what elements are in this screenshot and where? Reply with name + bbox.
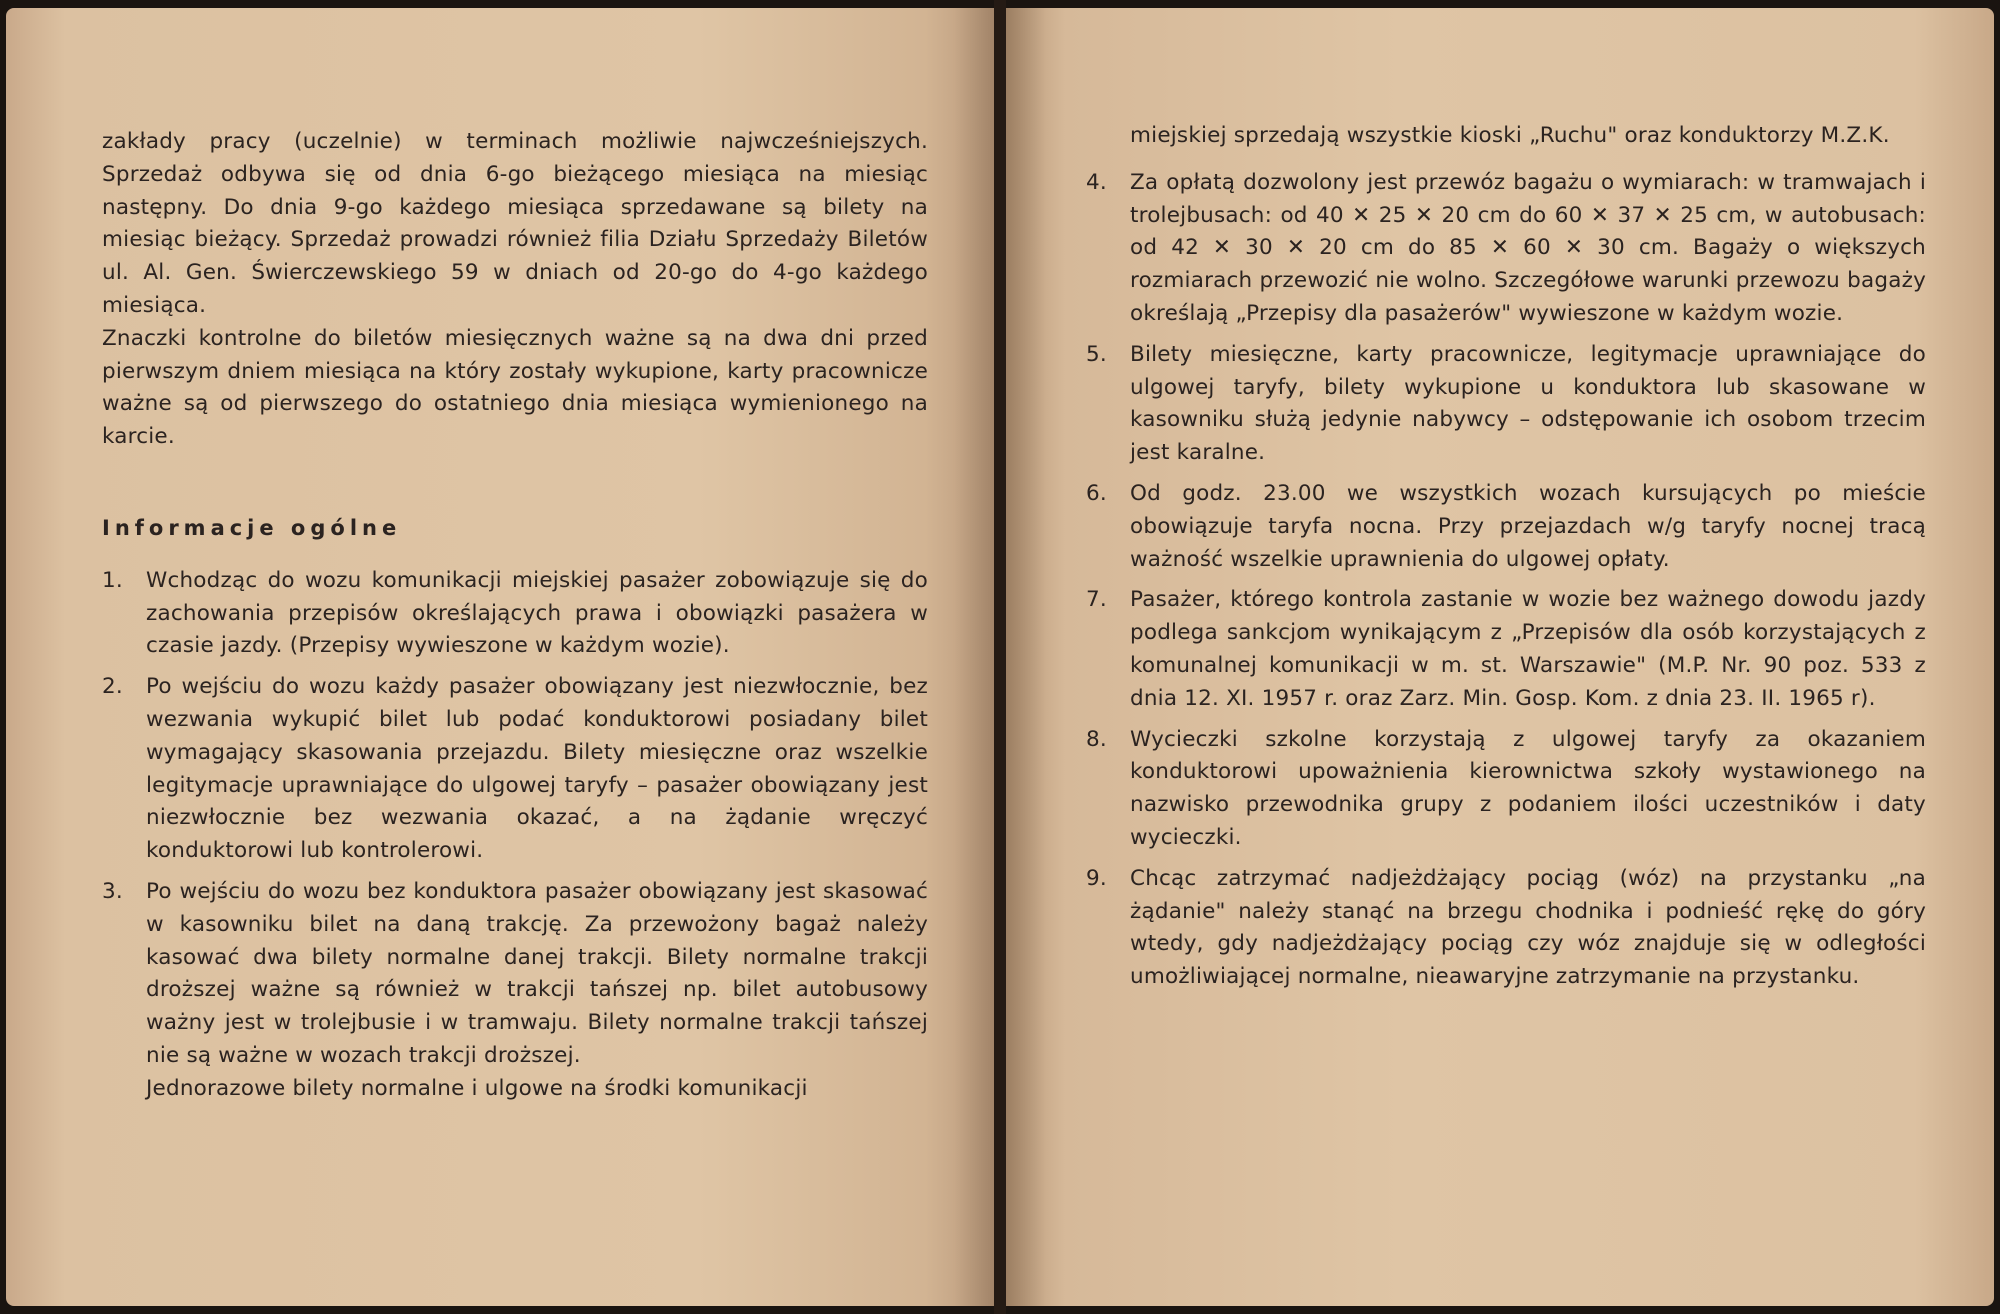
item-text: Za opłatą dozwolony jest przewóz bagażu o wymiarach: w tramwajach i trolejbusach: od 40 ✕ 25 ✕ 20 cm do 60 ✕ 37 ✕ 25 cm, w autobusach: od 42 ✕ 30 ✕ 20 cm do 85 ✕ 60 ✕ 30 cm. Bagaży o większych rozmiarach przewozić nie wolno. Szczegółowe warunki przewozu bagaży określają „Przepisy dla pasażerów" wywieszone w każdym wozie.: [1130, 169, 1926, 326]
item-text: Pasażer, którego kontrola zastanie w wozie bez ważnego dowodu jazdy podlega sankcjom wynikającym z „Przepisów dla osób korzystających z komunalnej komunikacji w m. st. Warszawie" (M.P. Nr. 90 poz. 533 z dnia 12. XI. 1957 r. oraz Zarz. Min. Gosp. Kom. z dnia 23. II. 1965 r).: [1130, 587, 1926, 711]
item-text: Po wejściu do wozu każdy pasażer obowiązany jest niezwłocznie, bez wezwania wykupić bilet lub podać konduktorowi posiadany bilet wymagający skasowania przejazdu. Bilety miesięczne oraz wszelkie legitymacje uprawniające do ulgowej taryfy – pasażer obowiązany jest niezwłocznie bez wezwania okazać, a na żądanie wręczyć konduktorowi lub kontrolerowi.: [146, 674, 928, 864]
list-item: [102, 565, 928, 663]
right-page: [1006, 8, 1994, 1306]
list-item: [1086, 863, 1926, 994]
fold-shadow: [1006, 8, 1046, 1306]
list-item: [1086, 167, 1926, 331]
paragraph: Znaczki kontrolne do biletów miesięcznych ważne są na dwa dni przed pierwszym dniem miesiąca na który zostały wykupione, karty pracownicze ważne są od pierwszego do ostatniego dnia miesiąca wymienionego na karcie.: [102, 325, 928, 450]
item-number: 1.: [102, 567, 123, 593]
item-text-continued: Jednorazowe bilety normalne i ulgowe na środki komunikacji: [146, 1075, 808, 1101]
list-item: [1086, 339, 1926, 470]
list-item: [1086, 584, 1926, 715]
item-number: 3.: [102, 878, 123, 904]
item-text: Bilety miesięczne, karty pracownicze, legitymacje uprawniające do ulgowej taryfy, bilety wykupione u konduktora lub skasowane w kasowniku służą jedynie nabywcy – odstępowanie ich osobom trzecim jest karalne.: [1130, 341, 1926, 466]
book-gutter: [994, 0, 1006, 1314]
item-number: 6.: [1086, 480, 1107, 506]
fold-shadow: [954, 8, 994, 1306]
right-page-text: [1086, 120, 1926, 1002]
list-item: [1086, 478, 1926, 576]
item-number: 9.: [1086, 865, 1107, 891]
item-text: Wycieczki szkolne korzystają z ulgowej taryfy za okazaniem konduktorowi upoważnienia kierownictwa szkoły wystawionego na nazwisko przewodnika grupy z podaniem ilości uczestników i daty wycieczki.: [1130, 726, 1926, 850]
left-page-text: [102, 126, 928, 1114]
item-number: 8.: [1086, 726, 1107, 752]
item-text: Po wejściu do wozu bez konduktora pasażer obowiązany jest skasować w kasowniku bilet na daną trakcję. Za przewożony bagaż należy kasować dwa bilety normalne danej trakcji. Bilety normalne trakcji droższej ważne są również w trakcji tańszej np. bilet autobusowy ważny jest w trolejbusie i w tramwaju. Bilety normalne trakcji tańszej nie są ważne w wozach trakcji droższej.: [146, 878, 928, 1068]
paragraph: zakłady pracy (uczelnie) w terminach możliwie najwcześniejszych. Sprzedaż odbywa się od dnia 6-go bieżącego miesiąca na miesiąc następny. Do dnia 9-go każdego miesiąca sprzedawane są bilety na miesiąc bieżący. Sprzedaż prowadzi również filia Działu Sprzedaży Biletów ul. Al. Gen. Świerczewskiego 59 w dniach od 20-go do 4-go każdego miesiąca.: [102, 129, 928, 318]
section-heading: Informacje ogólne: [102, 515, 402, 540]
item-number: 2.: [102, 674, 123, 700]
item-number: 4.: [1086, 169, 1107, 195]
item-number: 7.: [1086, 587, 1107, 613]
item-text: Od godz. 23.00 we wszystkich wozach kursujących po mieście obowiązuje taryfa nocna. Przy przejazdach w/g taryfy nocnej tracą ważność wszelkie uprawnienia do ulgowej opłaty.: [1130, 480, 1926, 572]
item-text: Wchodząc do wozu komunikacji miejskiej pasażer zobowiązuje się do zachowania przepisów określających prawa i obowiązki pasażera w czasie jazdy. (Przepisy wywieszone w każdym wozie).: [146, 567, 928, 659]
continuation-paragraph: miejskiej sprzedają wszystkie kioski „Ruchu" oraz konduktorzy M.Z.K.: [1130, 123, 1890, 148]
item-number: 5.: [1086, 341, 1107, 367]
list-item: [102, 671, 928, 868]
item-text: Chcąc zatrzymać nadjeżdżający pociąg (wóz) na przystanku „na żądanie" należy stanąć na brzegu chodnika i podnieść rękę do góry wtedy, gdy nadjeżdżający pociąg czy wóz znajduje się w odległości umożliwiającej normalne, nieawaryjne zatrzymanie na przystanku.: [1130, 865, 1926, 990]
item-text-group: [146, 876, 928, 1106]
left-page: [6, 8, 994, 1306]
list-item: [102, 876, 928, 1106]
list-item: [1086, 724, 1926, 855]
